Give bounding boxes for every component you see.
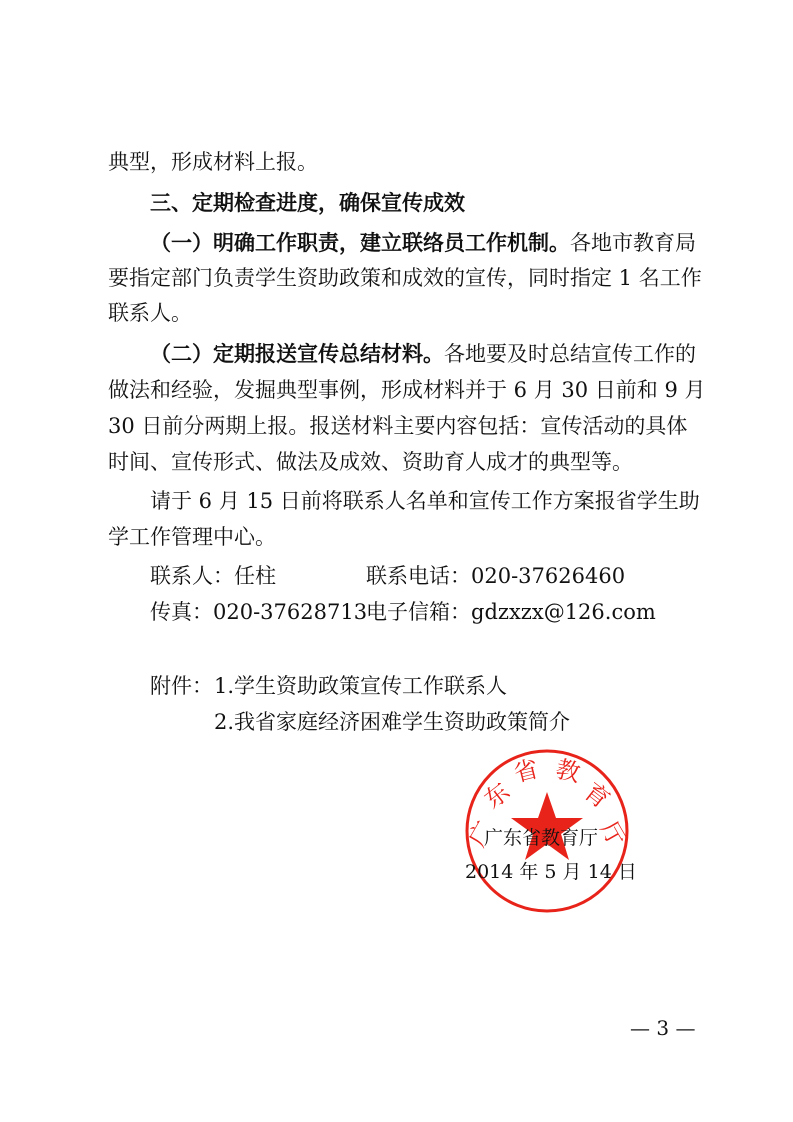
paragraph-line: 做法和经验，发掘典型事例，形成材料并于 6 月 30 日前和 9 月 xyxy=(108,378,706,402)
item-1-text: 各地市教育局 xyxy=(570,231,696,255)
signature-date: 2014 年 5 月 14 日 xyxy=(465,861,637,883)
item-1-paragraph xyxy=(150,233,696,254)
contact-fax-label: 传真： xyxy=(150,600,213,624)
item-1-title: （一）明确工作职责，建立联络员工作机制。 xyxy=(150,231,570,255)
contact-phone-value: 020-37626460 xyxy=(471,564,626,588)
section-heading: 三、定期检查进度，确保宣传成效 xyxy=(150,191,465,215)
paragraph-line: 学工作管理中心。 xyxy=(108,525,276,549)
paragraph-line: 典型，形成材料上报。 xyxy=(108,150,318,174)
contact-email-label: 电子信箱： xyxy=(366,600,471,624)
attachment-item-1: 1.学生资助政策宣传工作联系人 xyxy=(214,674,508,698)
contact-fax xyxy=(150,602,367,623)
attachments-label: 附件： xyxy=(150,674,213,698)
contact-person xyxy=(150,566,276,587)
contact-email xyxy=(366,602,656,623)
item-2-text: 各地要及时总结宣传工作的 xyxy=(444,342,696,366)
paragraph-line: 时间、宣传形式、做法及成效、资助育人成才的典型等。 xyxy=(108,450,633,474)
svg-text:厅: 厅 xyxy=(594,816,632,852)
attachment-item-2: 2.我省家庭经济困难学生资助政策简介 xyxy=(214,710,571,734)
paragraph-line: 30 日前分两期上报。报送材料主要内容包括：宣传活动的具体 xyxy=(108,414,688,438)
paragraph-line: 要指定部门负责学生资助政策和成效的宣传，同时指定 1 名工作 xyxy=(108,266,702,290)
seal-star-icon xyxy=(511,792,583,860)
page-number: — 3 — xyxy=(630,1016,696,1040)
item-2-title: （二）定期报送宣传总结材料。 xyxy=(150,342,444,366)
svg-text:东: 东 xyxy=(478,777,516,815)
contact-person-name: 任柱 xyxy=(234,564,276,588)
svg-text:广: 广 xyxy=(462,816,500,852)
contact-phone xyxy=(366,566,625,587)
paragraph-line: 请于 6 月 15 日前将联系人名单和宣传工作方案报省学生助 xyxy=(150,489,700,513)
svg-text:教: 教 xyxy=(552,754,583,788)
item-2-paragraph xyxy=(150,344,696,365)
contact-email-value: gdzxzx@126.com xyxy=(471,600,656,624)
svg-text:育: 育 xyxy=(578,777,616,815)
contact-fax-value: 020-37628713 xyxy=(213,600,368,624)
contact-person-label: 联系人： xyxy=(150,564,234,588)
svg-text:省: 省 xyxy=(511,754,542,788)
contact-phone-label: 联系电话： xyxy=(366,564,471,588)
signature-org: 广东省教育厅 xyxy=(484,827,599,849)
paragraph-line: 联系人。 xyxy=(108,301,192,325)
